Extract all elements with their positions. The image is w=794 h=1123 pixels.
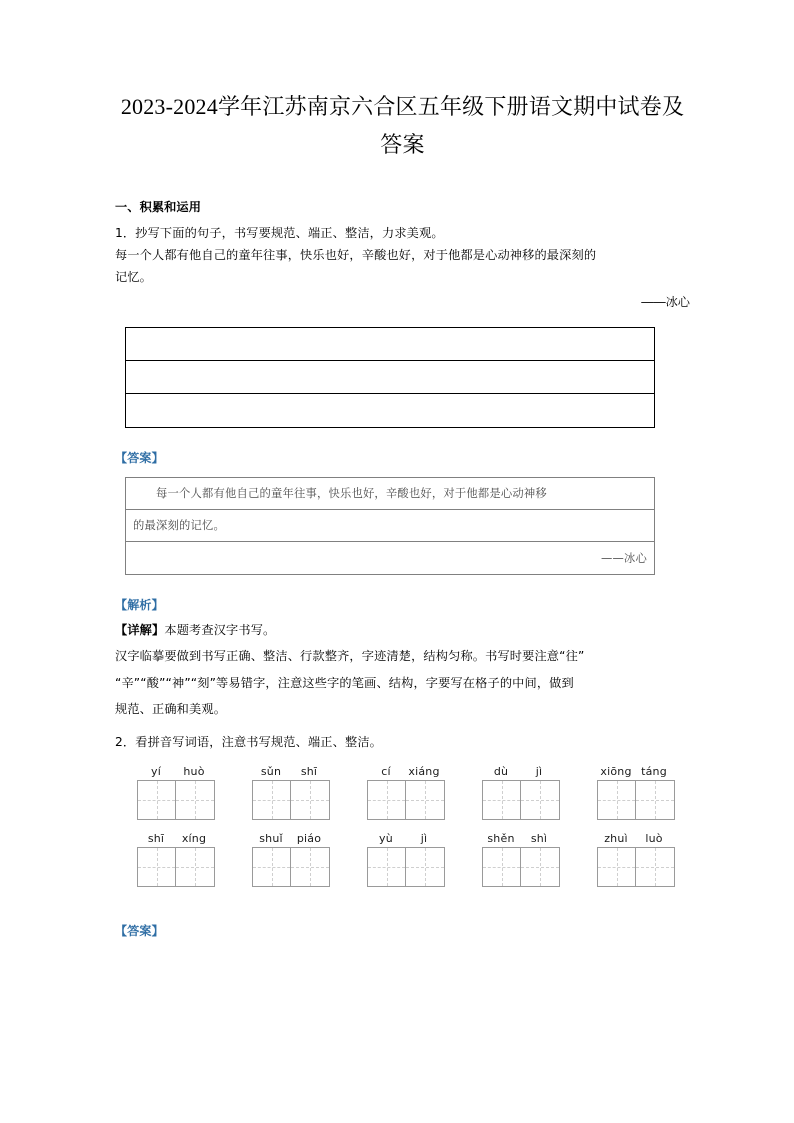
pinyin-labels [367, 832, 445, 845]
detail-line-2: “辛”“酸”“神”“刻”等易错字，注意这些字的笔画、结构，字要写在格子的中间，做到 [115, 675, 574, 690]
pinyin-labels [482, 832, 560, 845]
tianzige-cell[interactable] [636, 781, 674, 819]
tianzige-cell[interactable] [636, 848, 674, 886]
pinyin-group [137, 765, 215, 820]
pinyin-syllable: cí [381, 765, 391, 778]
write-row[interactable] [126, 394, 654, 427]
tianzige-cell[interactable] [598, 848, 636, 886]
answer-content-box-q1 [125, 477, 655, 575]
question-2-prompt: 2．看拼音写词语，注意书写规范、端正、整洁。 [115, 735, 382, 750]
pinyin-syllable: sǔn [260, 765, 282, 778]
question-1-prompt: 1．抄写下面的句子，书写要规范、端正、整洁，力求美观。 [115, 226, 444, 241]
detail-line-1: 汉字临摹要做到书写正确、整洁、行款整齐，字迹清楚，结构匀称。书写时要注意“往” [115, 649, 585, 664]
handwriting-answer-box[interactable] [125, 327, 655, 428]
tianzige-group[interactable] [367, 780, 445, 820]
pinyin-syllable: táng [641, 765, 667, 778]
pinyin-syllable: jì [420, 832, 428, 845]
pinyin-syllable: shuǐ [259, 832, 283, 845]
answer-row: 每一个人都有他自己的童年往事，快乐也好，辛酸也好，对于他都是心动神移 [126, 478, 654, 510]
tianzige-cell[interactable] [253, 781, 291, 819]
tianzige-cell[interactable] [598, 781, 636, 819]
tianzige-cell[interactable] [521, 848, 559, 886]
page-title: 2023-2024学年江苏南京六合区五年级下册语文期中试卷及答案 [120, 94, 685, 157]
tianzige-cell[interactable] [176, 848, 214, 886]
pinyin-syllable: shì [530, 832, 548, 845]
answer-label-q1: 【答案】 [115, 451, 164, 466]
pinyin-syllable: yí [151, 765, 161, 778]
pinyin-syllable: shī [147, 832, 165, 845]
write-row[interactable] [126, 328, 654, 361]
pinyin-group [367, 765, 445, 820]
tianzige-group[interactable] [252, 847, 330, 887]
pinyin-grid-block [115, 753, 690, 887]
pinyin-group [597, 832, 675, 887]
detail-first-line [115, 615, 690, 641]
question-1-sentence-line-2: 记忆。 [115, 270, 153, 285]
detail-first-text: 本题考查汉字书写。 [164, 623, 276, 638]
tianzige-cell[interactable] [406, 781, 444, 819]
tianzige-cell[interactable] [406, 848, 444, 886]
question-1-sentence-line-1: 每一个人都有他自己的童年往事，快乐也好，辛酸也好，对于他都是心动神移的最深刻的 [115, 248, 597, 263]
tianzige-group[interactable] [597, 780, 675, 820]
pinyin-syllable: shěn [487, 832, 515, 845]
pinyin-labels [597, 765, 675, 778]
tianzige-group[interactable] [482, 780, 560, 820]
tianzige-cell[interactable] [291, 848, 329, 886]
pinyin-labels [252, 765, 330, 778]
tianzige-cell[interactable] [138, 781, 176, 819]
pinyin-syllable: shī [300, 765, 318, 778]
pinyin-group [597, 765, 675, 820]
tianzige-cell[interactable] [253, 848, 291, 886]
section-heading: 一、积累和运用 [115, 199, 202, 214]
pinyin-syllable: xíng [181, 832, 207, 845]
tianzige-cell[interactable] [368, 848, 406, 886]
tianzige-cell[interactable] [291, 781, 329, 819]
pinyin-labels [252, 832, 330, 845]
pinyin-syllable: huò [183, 765, 205, 778]
answer-row: 的最深刻的记忆。 [126, 510, 654, 542]
tianzige-group[interactable] [137, 780, 215, 820]
pinyin-group [137, 832, 215, 887]
detail-line-3: 规范、正确和美观。 [115, 701, 227, 716]
pinyin-syllable: xiōng [600, 765, 632, 778]
analysis-label-q1: 【解析】 [115, 597, 164, 612]
pinyin-labels [597, 832, 675, 845]
pinyin-group [482, 765, 560, 820]
pinyin-group [482, 832, 560, 887]
pinyin-row-2 [115, 832, 690, 887]
tianzige-cell[interactable] [138, 848, 176, 886]
tianzige-cell[interactable] [483, 781, 521, 819]
detail-lead: 【详解】 [115, 623, 165, 638]
pinyin-syllable: xiáng [408, 765, 440, 778]
answer-row-attribution: ——冰心 [601, 551, 647, 565]
pinyin-syllable: yù [379, 832, 393, 845]
pinyin-labels [482, 765, 560, 778]
tianzige-group[interactable] [367, 847, 445, 887]
pinyin-syllable: dù [493, 765, 509, 778]
pinyin-syllable: zhuì [604, 832, 628, 845]
pinyin-labels [137, 832, 215, 845]
pinyin-syllable: luò [645, 832, 663, 845]
pinyin-group [252, 765, 330, 820]
pinyin-group [367, 832, 445, 887]
answer-label-q2: 【答案】 [115, 924, 164, 938]
pinyin-row-1 [115, 765, 690, 820]
pinyin-syllable: jì [535, 765, 543, 778]
tianzige-group[interactable] [137, 847, 215, 887]
tianzige-group[interactable] [597, 847, 675, 887]
write-row[interactable] [126, 361, 654, 394]
pinyin-group [252, 832, 330, 887]
tianzige-cell[interactable] [368, 781, 406, 819]
pinyin-syllable: piáo [296, 832, 322, 845]
tianzige-cell[interactable] [176, 781, 214, 819]
question-1-attribution: ――冰心 [641, 295, 690, 310]
pinyin-labels [137, 765, 215, 778]
pinyin-labels [367, 765, 445, 778]
tianzige-cell[interactable] [521, 781, 559, 819]
tianzige-group[interactable] [482, 847, 560, 887]
tianzige-group[interactable] [252, 780, 330, 820]
tianzige-cell[interactable] [483, 848, 521, 886]
